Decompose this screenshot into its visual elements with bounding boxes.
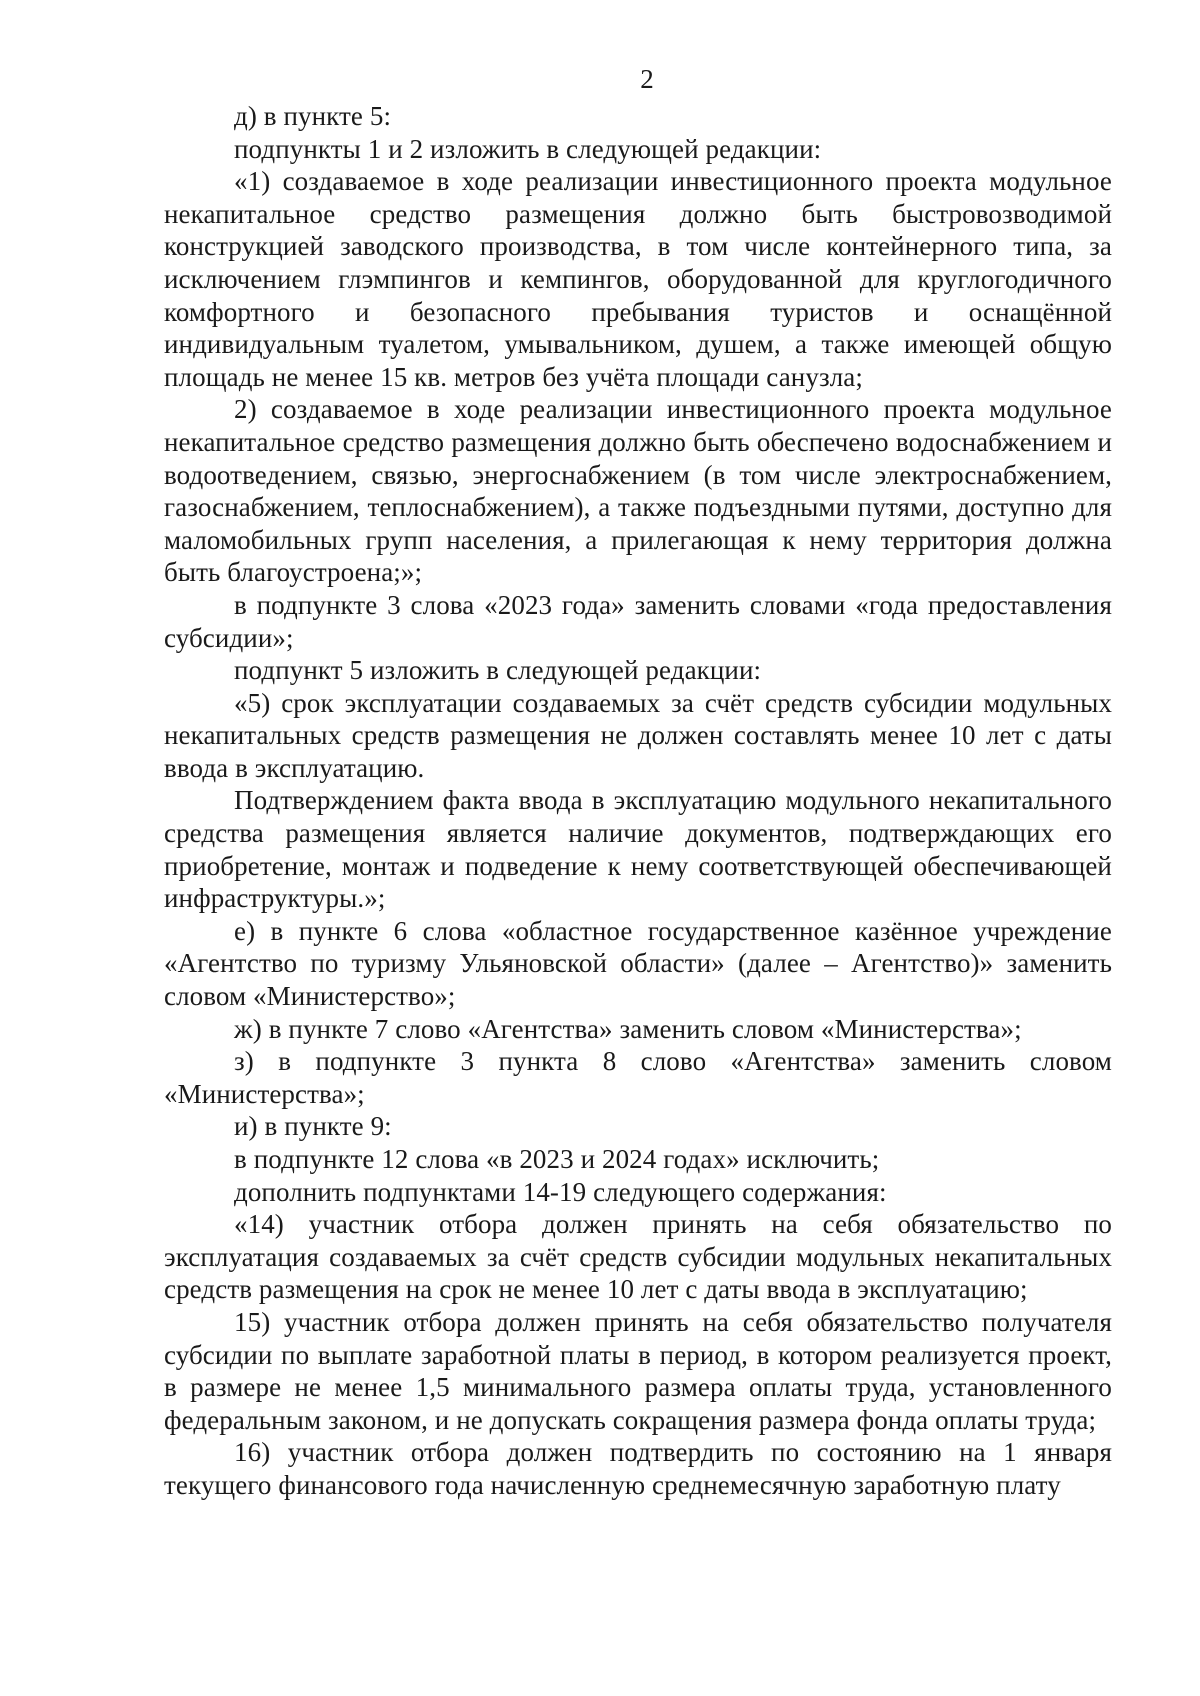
paragraph: з) в подпункте 3 пункта 8 слово «Агентства» заменить словом «Министерства»; [164,1046,1112,1109]
paragraph: д) в пункте 5: [234,101,392,131]
paragraph: и) в пункте 9: [234,1111,392,1142]
paragraph: «1) создаваемое в ходе реализации инвестиционного проекта модульное некапитальное средство размещения должно быть быстровозводимой конструкцией заводского производства, в том числе контейнерного типа, за исключением глэмпингов и кемпингов, оборудованной для круглогодичного комфортного и безопасного пребывания туристов и оснащённой индивидуальным туалетом, умывальником, душем, а также имеющей общую площадь не менее 15 кв. метров без учёта площади санузла; [164,166,1112,392]
paragraph: дополнить подпунктами 14-19 следующего содержания: [234,1176,887,1207]
paragraph: «14) участник отбора должен принять на себя обязательство по эксплуатация создаваемых за счёт средств субсидии модульных некапитальных средств размещения на срок не менее 10 лет с даты ввода в эксплуатацию; [164,1209,1112,1305]
paragraph: в подпункте 3 слова «2023 года» заменить словами «года предоставления субсидии»; [164,589,1112,653]
paragraph: ж) в пункте 7 слово «Агентства» заменить словом «Министерства»; [234,1013,1022,1044]
paragraph: 15) участник отбора должен принять на себя обязательство получателя субсидии по выплате заработной платы в период, в котором реализуется проект, в размере не менее 1,5 минимального размера оплаты труда, установленного федеральным законом, и не допускать сокращения размера фонда оплаты труда; [164,1306,1112,1435]
document-body [164,100,1112,1502]
paragraph: подпункты 1 и 2 изложить в следующей редакции: [234,133,822,164]
paragraph: 16) участник отбора должен подтвердить по состоянию на 1 января текущего финансового года начисленную среднемесячную заработную плату [164,1437,1112,1500]
paragraph: Подтверждением факта ввода в эксплуатацию модульного некапитального средства размещения является наличие документов, подтверждающих его приобретение, монтаж и подведение к нему соответствующей обеспечивающей инфраструктуры.»; [164,785,1112,914]
paragraph: в подпункте 12 слова «в 2023 и 2024 годах» исключить; [234,1144,880,1174]
page-number: 2 [640,64,654,94]
paragraph: е) в пункте 6 слова «областное государственное казённое учреждение «Агентство по туризму Ульяновской области» (далее – Агентство)» заменить словом «Министерство»; [164,915,1112,1012]
paragraph: 2) создаваемое в ходе реализации инвестиционного проекта модульное некапитальное средство размещения должно быть обеспечено водоснабжением и водоотведением, связью, энергоснабжением (в том числе электроснабжением, газоснабжением, теплоснабжением), а также подъездными путями, доступно для маломобильных групп населения, а прилегающая к нему территория должна быть благоустроена;»; [164,394,1112,588]
paragraph: подпункт 5 изложить в следующей редакции: [234,655,762,686]
paragraph: «5) срок эксплуатации создаваемых за счёт средств субсидии модульных некапитальных средств размещения не должен составлять менее 10 лет с даты ввода в эксплуатацию. [164,687,1112,783]
